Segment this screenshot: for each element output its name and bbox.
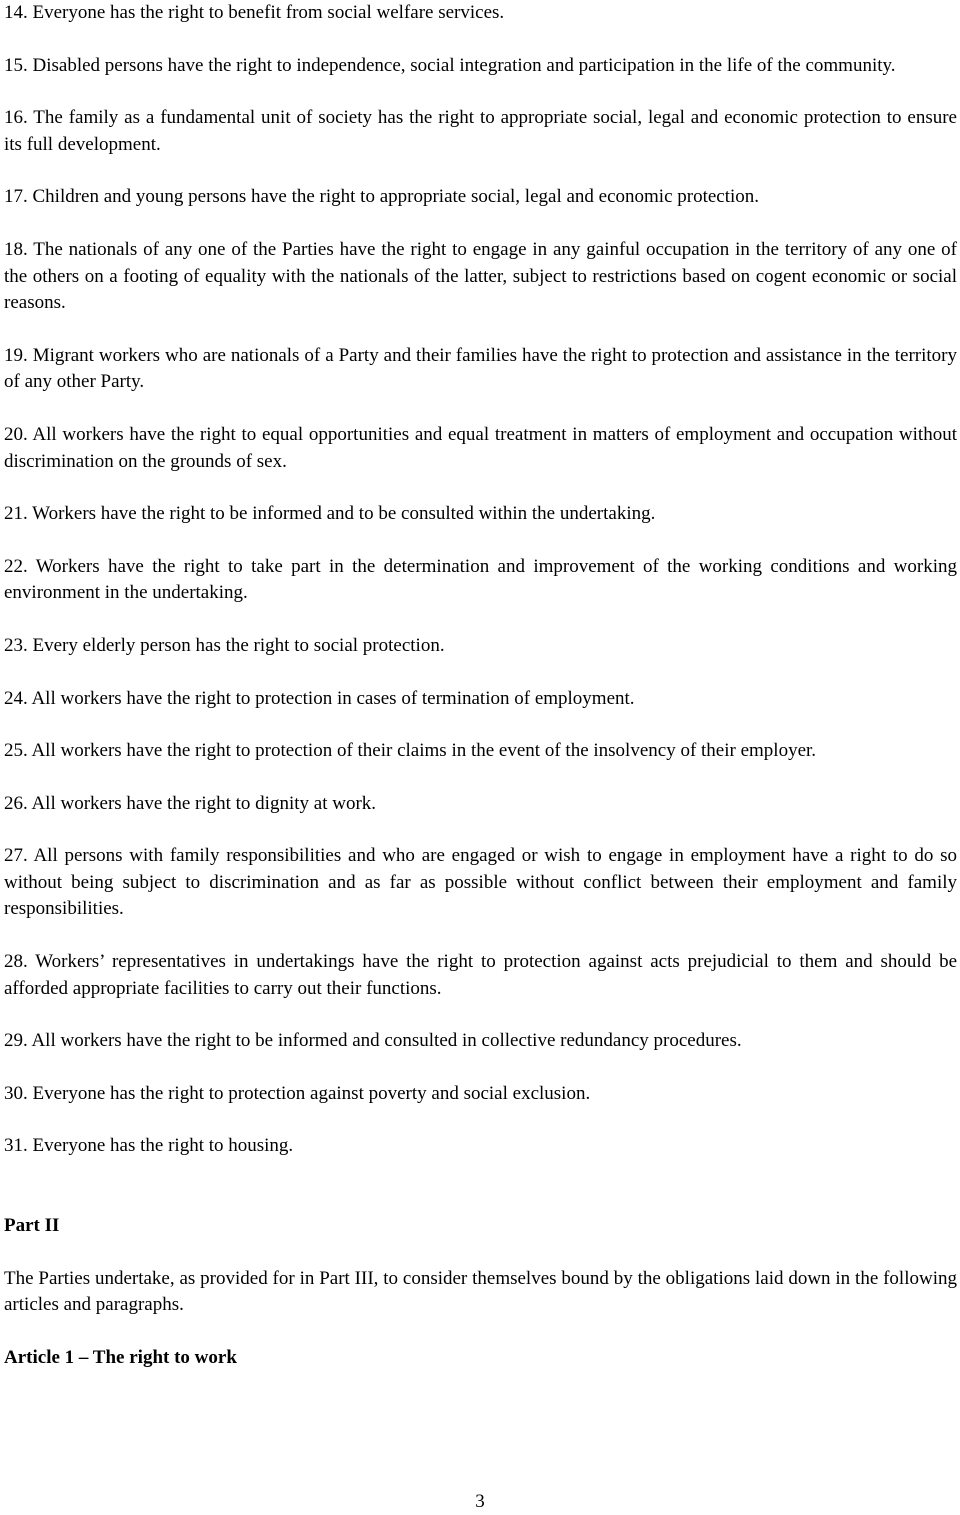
paragraph-17: 17. Children and young persons have the right to appropriate social, legal and economic protection. bbox=[4, 186, 760, 208]
paragraph-14: 14. Everyone has the right to benefit from social welfare services. bbox=[4, 2, 505, 23]
paragraph-22: 22. Workers have the right to take part in the determination and improvement of the working conditions and working environment in the undertaking. bbox=[4, 555, 957, 604]
paragraph-29: 29. All workers have the right to be informed and consulted in collective redundancy procedures. bbox=[4, 1030, 742, 1052]
paragraph-20: 20. All workers have the right to equal opportunities and equal treatment in matters of employment and occupation without discrimination on the grounds of sex. bbox=[4, 423, 957, 472]
paragraph-28: 28. Workers’ representatives in undertakings have the right to protection against acts prejudicial to them and should be afforded appropriate facilities to carry out their functions. bbox=[4, 951, 957, 999]
paragraph-19: 19. Migrant workers who are nationals of a Party and their families have the right to protection and assistance in the territory of any other Party. bbox=[4, 344, 957, 393]
part-heading: Part II bbox=[4, 1215, 60, 1237]
paragraph-15: 15. Disabled persons have the right to independence, social integration and participation in the life of the community. bbox=[4, 54, 896, 76]
part-intro: The Parties undertake, as provided for in Part III, to consider themselves bound by the obligations laid down in the following articles and paragraphs. bbox=[4, 1267, 957, 1316]
paragraph-30: 30. Everyone has the right to protection against poverty and social exclusion. bbox=[4, 1082, 591, 1104]
paragraph-24: 24. All workers have the right to protection in cases of termination of employment. bbox=[4, 687, 635, 709]
paragraph-27: 27. All persons with family responsibilities and who are engaged or wish to engage in employment have a right to do so without being subject to discrimination and as far as possible without conflict between their employment and family responsibilities. bbox=[4, 845, 957, 920]
article-heading: Article 1 – The right to work bbox=[4, 1346, 237, 1368]
paragraph-16: 16. The family as a fundamental unit of society has the right to appropriate social, legal and economic protection to ensure its full development. bbox=[4, 107, 957, 155]
paragraph-25: 25. All workers have the right to protection of their claims in the event of the insolvency of their employer. bbox=[4, 740, 817, 762]
paragraph-23: 23. Every elderly person has the right to social protection. bbox=[4, 634, 445, 656]
paragraph-26: 26. All workers have the right to dignity at work. bbox=[4, 792, 377, 814]
paragraph-18: 18. The nationals of any one of the Parties have the right to engage in any gainful occupation in the territory of any one of the others on a footing of equality with the nationals of the latter, subject to restrictions based on cogent economic or social reasons. bbox=[4, 238, 957, 314]
page-content bbox=[4, 0, 957, 1397]
paragraph-31: 31. Everyone has the right to housing. bbox=[4, 1135, 294, 1157]
page-number: 3 bbox=[475, 1491, 485, 1512]
paragraph-21: 21. Workers have the right to be informed and to be consulted within the undertaking. bbox=[4, 503, 656, 525]
